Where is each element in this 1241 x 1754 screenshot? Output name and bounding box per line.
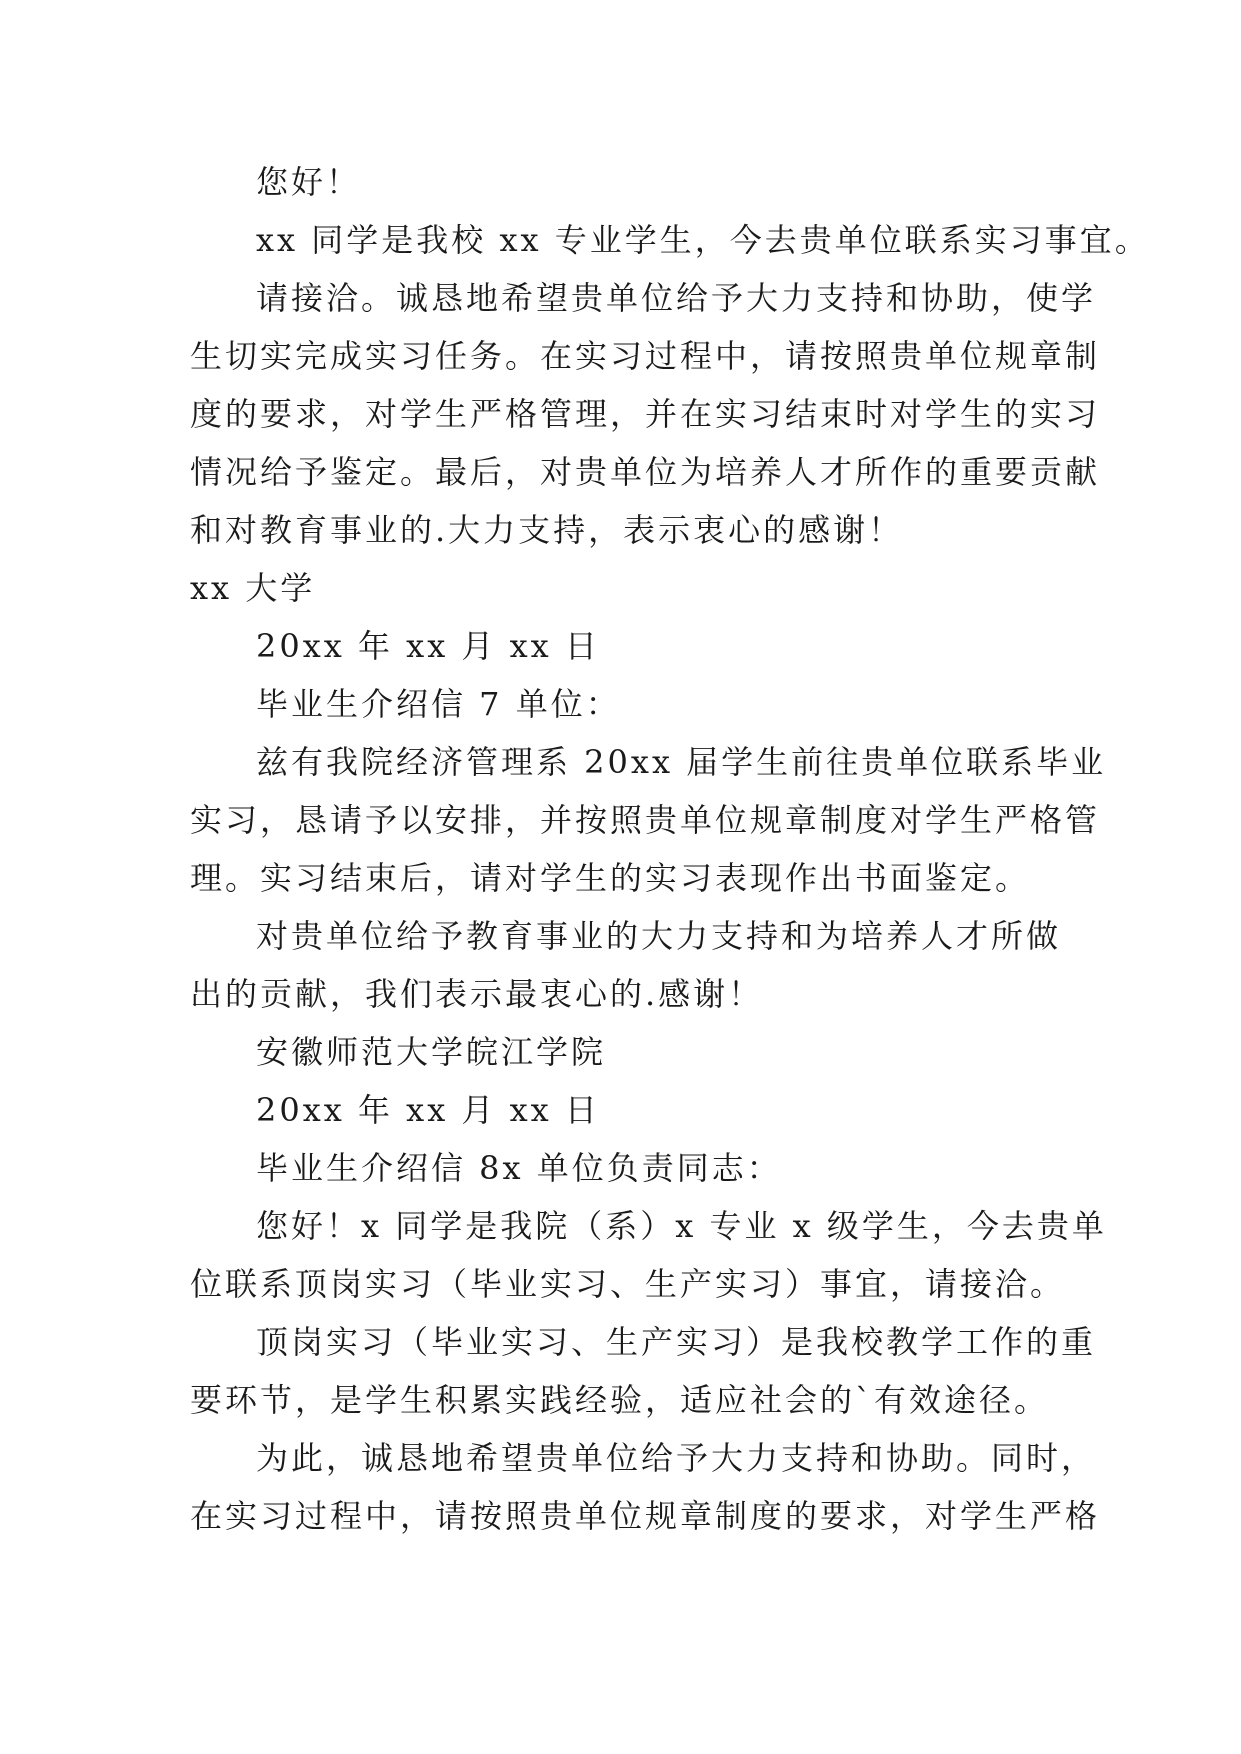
text-line: 实习，恳请予以安排，并按照贵单位规章制度对学生严格管 [190, 801, 1101, 839]
letter-heading: 毕业生介绍信 8x 单位负责同志： [256, 1149, 782, 1187]
text-line: 请接洽。诚恳地希望贵单位给予大力支持和协助，使学 [256, 279, 1097, 317]
text-line: 要环节，是学生积累实践经验，适应社会的`有效途径。 [190, 1381, 1050, 1419]
text-line: 和对教育事业的.大力支持，表示衷心的感谢！ [190, 511, 904, 549]
text-line: 出的贡献，我们表示最衷心的.感谢！ [190, 975, 764, 1013]
letter-heading: 毕业生介绍信 7 单位： [256, 685, 621, 723]
text-line: 生切实完成实习任务。在实习过程中，请按照贵单位规章制 [190, 337, 1101, 375]
date-line: 20xx 年 xx 月 xx 日 [256, 1091, 600, 1129]
signature-line: xx 大学 [190, 569, 316, 607]
text-line: 理。实习结束后，请对学生的实习表现作出书面鉴定。 [190, 859, 1031, 897]
text-line: 情况给予鉴定。最后，对贵单位为培养人才所作的重要贡献 [190, 453, 1101, 491]
text-line: 为此，诚恳地希望贵单位给予大力支持和协助。同时， [256, 1439, 1097, 1477]
text-line: 位联系顶岗实习（毕业实习、生产实习）事宜，请接洽。 [190, 1265, 1066, 1303]
text-line: 您好！ [256, 163, 362, 201]
signature-line: 安徽师范大学皖江学院 [256, 1033, 607, 1071]
date-line: 20xx 年 xx 月 xx 日 [256, 627, 600, 665]
text-line: 兹有我院经济管理系 20xx 届学生前往贵单位联系毕业 [256, 743, 1107, 781]
text-line: 顶岗实习（毕业实习、生产实习）是我校教学工作的重 [256, 1323, 1097, 1361]
text-line: 对贵单位给予教育事业的大力支持和为培养人才所做 [256, 917, 1062, 955]
text-line: 您好！x 同学是我院（系）x 专业 x 级学生，今去贵单 [256, 1207, 1107, 1245]
text-line: 度的要求，对学生严格管理，并在实习结束时对学生的实习 [190, 395, 1101, 433]
text-line: 在实习过程中，请按照贵单位规章制度的要求，对学生严格 [190, 1497, 1101, 1535]
text-line: xx 同学是我校 xx 专业学生，今去贵单位联系实习事宜。 [256, 221, 1150, 259]
document-body [190, 153, 1150, 1545]
